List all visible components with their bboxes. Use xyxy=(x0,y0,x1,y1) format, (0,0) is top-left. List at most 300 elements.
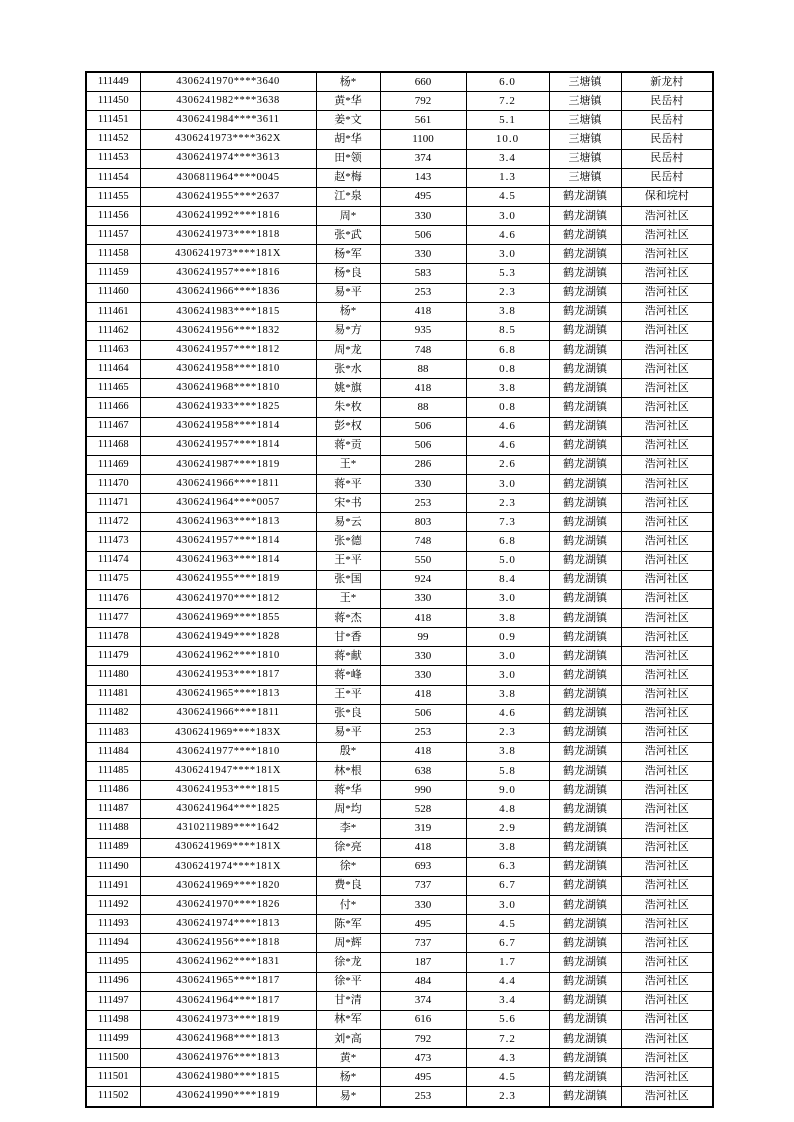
cell-town: 三塘镇 xyxy=(549,111,621,130)
cell-id-number: 4306241955****2637 xyxy=(140,187,316,206)
cell-serial: 111460 xyxy=(86,283,140,302)
cell-name: 周* xyxy=(316,206,380,225)
cell-area: 10.0 xyxy=(466,130,549,149)
cell-area: 0.8 xyxy=(466,360,549,379)
cell-village: 浩河社区 xyxy=(621,455,713,474)
cell-name: 王*平 xyxy=(316,551,380,570)
cell-amount: 418 xyxy=(380,685,466,704)
cell-town: 三塘镇 xyxy=(549,72,621,92)
cell-name: 徐*亮 xyxy=(316,838,380,857)
cell-village: 浩河社区 xyxy=(621,1030,713,1049)
cell-serial: 111463 xyxy=(86,340,140,359)
beneficiary-table xyxy=(85,71,714,1108)
cell-serial: 111501 xyxy=(86,1068,140,1087)
cell-area: 5.6 xyxy=(466,1010,549,1029)
table-row xyxy=(86,628,713,647)
cell-amount: 935 xyxy=(380,321,466,340)
cell-town: 鹤龙湖镇 xyxy=(549,264,621,283)
cell-village: 浩河社区 xyxy=(621,762,713,781)
cell-id-number: 4306241962****1810 xyxy=(140,647,316,666)
cell-amount: 99 xyxy=(380,628,466,647)
cell-village: 浩河社区 xyxy=(621,608,713,627)
table-row xyxy=(86,149,713,168)
cell-town: 鹤龙湖镇 xyxy=(549,417,621,436)
cell-serial: 111476 xyxy=(86,589,140,608)
cell-id-number: 4306241962****1831 xyxy=(140,953,316,972)
cell-amount: 550 xyxy=(380,551,466,570)
table-row xyxy=(86,876,713,895)
cell-id-number: 4306241973****1819 xyxy=(140,1010,316,1029)
cell-area: 4.6 xyxy=(466,417,549,436)
cell-village: 浩河社区 xyxy=(621,896,713,915)
cell-serial: 111482 xyxy=(86,704,140,723)
cell-area: 3.8 xyxy=(466,685,549,704)
cell-village: 浩河社区 xyxy=(621,570,713,589)
cell-name: 蒋*杰 xyxy=(316,608,380,627)
cell-town: 鹤龙湖镇 xyxy=(549,647,621,666)
cell-area: 7.2 xyxy=(466,1030,549,1049)
table-row xyxy=(86,551,713,570)
cell-serial: 111477 xyxy=(86,608,140,627)
cell-area: 4.3 xyxy=(466,1049,549,1068)
cell-id-number: 4306241965****1813 xyxy=(140,685,316,704)
cell-amount: 418 xyxy=(380,742,466,761)
cell-town: 鹤龙湖镇 xyxy=(549,226,621,245)
table-row xyxy=(86,589,713,608)
cell-town: 鹤龙湖镇 xyxy=(549,781,621,800)
cell-area: 4.5 xyxy=(466,915,549,934)
table-row xyxy=(86,494,713,513)
table-row xyxy=(86,340,713,359)
cell-amount: 253 xyxy=(380,1087,466,1107)
cell-serial: 111454 xyxy=(86,168,140,187)
cell-amount: 88 xyxy=(380,398,466,417)
cell-name: 赵*梅 xyxy=(316,168,380,187)
table-row xyxy=(86,455,713,474)
table-body xyxy=(86,72,713,1107)
cell-serial: 111499 xyxy=(86,1030,140,1049)
cell-name: 田*领 xyxy=(316,149,380,168)
cell-area: 2.6 xyxy=(466,455,549,474)
cell-serial: 111496 xyxy=(86,972,140,991)
cell-village: 浩河社区 xyxy=(621,857,713,876)
cell-name: 易*方 xyxy=(316,321,380,340)
cell-name: 杨* xyxy=(316,1068,380,1087)
table-row xyxy=(86,742,713,761)
cell-village: 浩河社区 xyxy=(621,819,713,838)
cell-village: 浩河社区 xyxy=(621,474,713,493)
cell-amount: 330 xyxy=(380,474,466,493)
cell-village: 浩河社区 xyxy=(621,264,713,283)
cell-amount: 319 xyxy=(380,819,466,838)
cell-village: 浩河社区 xyxy=(621,972,713,991)
cell-area: 4.8 xyxy=(466,800,549,819)
table-row xyxy=(86,168,713,187)
cell-village: 民岳村 xyxy=(621,168,713,187)
cell-serial: 111485 xyxy=(86,762,140,781)
table-row xyxy=(86,398,713,417)
cell-serial: 111452 xyxy=(86,130,140,149)
cell-id-number: 4306241990****1819 xyxy=(140,1087,316,1107)
cell-amount: 143 xyxy=(380,168,466,187)
cell-serial: 111451 xyxy=(86,111,140,130)
table-row xyxy=(86,570,713,589)
cell-amount: 495 xyxy=(380,1068,466,1087)
cell-amount: 792 xyxy=(380,92,466,111)
table-row xyxy=(86,417,713,436)
cell-id-number: 4306241933****1825 xyxy=(140,398,316,417)
cell-area: 3.8 xyxy=(466,608,549,627)
cell-serial: 111468 xyxy=(86,436,140,455)
cell-name: 蒋*华 xyxy=(316,781,380,800)
cell-name: 王*平 xyxy=(316,685,380,704)
cell-town: 鹤龙湖镇 xyxy=(549,206,621,225)
cell-id-number: 4306241977****1810 xyxy=(140,742,316,761)
cell-area: 1.7 xyxy=(466,953,549,972)
cell-name: 张*武 xyxy=(316,226,380,245)
cell-name: 黄* xyxy=(316,1049,380,1068)
cell-town: 鹤龙湖镇 xyxy=(549,398,621,417)
cell-amount: 737 xyxy=(380,934,466,953)
cell-area: 3.4 xyxy=(466,991,549,1010)
cell-name: 王* xyxy=(316,455,380,474)
cell-area: 3.8 xyxy=(466,302,549,321)
cell-amount: 495 xyxy=(380,915,466,934)
cell-amount: 660 xyxy=(380,72,466,92)
cell-town: 鹤龙湖镇 xyxy=(549,1030,621,1049)
cell-village: 浩河社区 xyxy=(621,781,713,800)
cell-amount: 506 xyxy=(380,417,466,436)
table-row xyxy=(86,72,713,92)
cell-serial: 111459 xyxy=(86,264,140,283)
cell-amount: 330 xyxy=(380,206,466,225)
cell-town: 鹤龙湖镇 xyxy=(549,685,621,704)
cell-id-number: 4306241966****1811 xyxy=(140,704,316,723)
cell-amount: 924 xyxy=(380,570,466,589)
cell-village: 浩河社区 xyxy=(621,838,713,857)
cell-amount: 330 xyxy=(380,647,466,666)
table-row xyxy=(86,704,713,723)
table-row xyxy=(86,972,713,991)
cell-village: 浩河社区 xyxy=(621,742,713,761)
cell-town: 鹤龙湖镇 xyxy=(549,513,621,532)
cell-village: 浩河社区 xyxy=(621,589,713,608)
cell-amount: 990 xyxy=(380,781,466,800)
cell-amount: 330 xyxy=(380,666,466,685)
cell-name: 易* xyxy=(316,1087,380,1107)
cell-town: 鹤龙湖镇 xyxy=(549,628,621,647)
cell-id-number: 4306241965****1817 xyxy=(140,972,316,991)
cell-area: 0.8 xyxy=(466,398,549,417)
cell-id-number: 4306241984****3611 xyxy=(140,111,316,130)
table-row xyxy=(86,379,713,398)
cell-id-number: 4306241973****362X xyxy=(140,130,316,149)
cell-name: 周*均 xyxy=(316,800,380,819)
cell-village: 浩河社区 xyxy=(621,1068,713,1087)
table-row xyxy=(86,1068,713,1087)
cell-name: 甘*清 xyxy=(316,991,380,1010)
cell-id-number: 4306241992****1816 xyxy=(140,206,316,225)
cell-name: 林*军 xyxy=(316,1010,380,1029)
cell-village: 浩河社区 xyxy=(621,876,713,895)
cell-town: 鹤龙湖镇 xyxy=(549,532,621,551)
table-row xyxy=(86,608,713,627)
cell-amount: 638 xyxy=(380,762,466,781)
cell-amount: 88 xyxy=(380,360,466,379)
cell-village: 浩河社区 xyxy=(621,934,713,953)
cell-area: 3.4 xyxy=(466,149,549,168)
cell-name: 杨*军 xyxy=(316,245,380,264)
cell-area: 6.0 xyxy=(466,72,549,92)
cell-town: 鹤龙湖镇 xyxy=(549,1068,621,1087)
cell-id-number: 4306241974****3613 xyxy=(140,149,316,168)
cell-town: 鹤龙湖镇 xyxy=(549,1010,621,1029)
cell-village: 浩河社区 xyxy=(621,302,713,321)
cell-id-number: 4306241970****3640 xyxy=(140,72,316,92)
cell-area: 3.0 xyxy=(466,589,549,608)
cell-name: 徐*平 xyxy=(316,972,380,991)
cell-name: 刘*高 xyxy=(316,1030,380,1049)
cell-town: 鹤龙湖镇 xyxy=(549,762,621,781)
cell-area: 4.5 xyxy=(466,187,549,206)
table-row xyxy=(86,1010,713,1029)
cell-serial: 111483 xyxy=(86,723,140,742)
cell-area: 5.0 xyxy=(466,551,549,570)
cell-id-number: 4306241973****181X xyxy=(140,245,316,264)
table-row xyxy=(86,532,713,551)
cell-serial: 111490 xyxy=(86,857,140,876)
cell-town: 鹤龙湖镇 xyxy=(549,838,621,857)
cell-area: 9.0 xyxy=(466,781,549,800)
cell-serial: 111471 xyxy=(86,494,140,513)
cell-area: 1.3 xyxy=(466,168,549,187)
cell-serial: 111493 xyxy=(86,915,140,934)
cell-amount: 187 xyxy=(380,953,466,972)
cell-village: 浩河社区 xyxy=(621,704,713,723)
cell-town: 三塘镇 xyxy=(549,149,621,168)
table-row xyxy=(86,130,713,149)
cell-id-number: 4306241968****1813 xyxy=(140,1030,316,1049)
cell-serial: 111479 xyxy=(86,647,140,666)
cell-serial: 111474 xyxy=(86,551,140,570)
cell-name: 杨* xyxy=(316,72,380,92)
cell-town: 鹤龙湖镇 xyxy=(549,666,621,685)
cell-serial: 111472 xyxy=(86,513,140,532)
cell-amount: 561 xyxy=(380,111,466,130)
cell-id-number: 4306241964****1817 xyxy=(140,991,316,1010)
cell-area: 6.7 xyxy=(466,934,549,953)
cell-id-number: 4306241980****1815 xyxy=(140,1068,316,1087)
cell-serial: 111449 xyxy=(86,72,140,92)
cell-serial: 111462 xyxy=(86,321,140,340)
cell-id-number: 4306241987****1819 xyxy=(140,455,316,474)
cell-name: 彭*权 xyxy=(316,417,380,436)
cell-village: 浩河社区 xyxy=(621,206,713,225)
cell-name: 张*水 xyxy=(316,360,380,379)
table-row xyxy=(86,991,713,1010)
cell-area: 2.3 xyxy=(466,283,549,302)
cell-area: 6.8 xyxy=(466,340,549,359)
cell-id-number: 4306241976****1813 xyxy=(140,1049,316,1068)
cell-name: 付* xyxy=(316,896,380,915)
cell-name: 蒋*贡 xyxy=(316,436,380,455)
cell-area: 2.9 xyxy=(466,819,549,838)
table-row xyxy=(86,1049,713,1068)
cell-name: 李* xyxy=(316,819,380,838)
cell-amount: 253 xyxy=(380,494,466,513)
table-row xyxy=(86,245,713,264)
cell-town: 鹤龙湖镇 xyxy=(549,283,621,302)
cell-serial: 111489 xyxy=(86,838,140,857)
cell-town: 鹤龙湖镇 xyxy=(549,704,621,723)
cell-id-number: 4306241964****0057 xyxy=(140,494,316,513)
cell-town: 鹤龙湖镇 xyxy=(549,723,621,742)
cell-amount: 418 xyxy=(380,379,466,398)
cell-village: 浩河社区 xyxy=(621,283,713,302)
cell-area: 5.1 xyxy=(466,111,549,130)
table-row xyxy=(86,781,713,800)
cell-village: 浩河社区 xyxy=(621,723,713,742)
cell-serial: 111467 xyxy=(86,417,140,436)
cell-name: 江*泉 xyxy=(316,187,380,206)
cell-serial: 111492 xyxy=(86,896,140,915)
cell-town: 鹤龙湖镇 xyxy=(549,1087,621,1107)
table-row xyxy=(86,915,713,934)
cell-village: 民岳村 xyxy=(621,149,713,168)
cell-name: 黄*华 xyxy=(316,92,380,111)
cell-id-number: 4306241949****1828 xyxy=(140,628,316,647)
table-row xyxy=(86,1087,713,1107)
cell-id-number: 4306241983****1815 xyxy=(140,302,316,321)
cell-id-number: 4306811964****0045 xyxy=(140,168,316,187)
table-row xyxy=(86,206,713,225)
cell-area: 6.8 xyxy=(466,532,549,551)
table-row xyxy=(86,819,713,838)
cell-amount: 374 xyxy=(380,991,466,1010)
cell-village: 浩河社区 xyxy=(621,513,713,532)
cell-amount: 418 xyxy=(380,302,466,321)
table-row xyxy=(86,800,713,819)
table-row xyxy=(86,762,713,781)
cell-village: 浩河社区 xyxy=(621,245,713,264)
cell-id-number: 4306241955****1819 xyxy=(140,570,316,589)
cell-amount: 484 xyxy=(380,972,466,991)
cell-village: 浩河社区 xyxy=(621,379,713,398)
cell-serial: 111473 xyxy=(86,532,140,551)
cell-id-number: 4306241974****1813 xyxy=(140,915,316,934)
cell-area: 3.8 xyxy=(466,838,549,857)
cell-serial: 111486 xyxy=(86,781,140,800)
table-row xyxy=(86,226,713,245)
cell-town: 三塘镇 xyxy=(549,168,621,187)
cell-area: 6.7 xyxy=(466,876,549,895)
table-row xyxy=(86,111,713,130)
cell-town: 鹤龙湖镇 xyxy=(549,800,621,819)
cell-town: 鹤龙湖镇 xyxy=(549,934,621,953)
cell-amount: 253 xyxy=(380,283,466,302)
cell-town: 鹤龙湖镇 xyxy=(549,379,621,398)
cell-area: 0.9 xyxy=(466,628,549,647)
cell-village: 浩河社区 xyxy=(621,1049,713,1068)
cell-name: 易*云 xyxy=(316,513,380,532)
table-row xyxy=(86,474,713,493)
cell-amount: 693 xyxy=(380,857,466,876)
table-row xyxy=(86,934,713,953)
cell-town: 鹤龙湖镇 xyxy=(549,551,621,570)
cell-name: 张*德 xyxy=(316,532,380,551)
cell-area: 4.4 xyxy=(466,972,549,991)
cell-serial: 111481 xyxy=(86,685,140,704)
cell-serial: 111469 xyxy=(86,455,140,474)
cell-amount: 616 xyxy=(380,1010,466,1029)
cell-amount: 473 xyxy=(380,1049,466,1068)
cell-id-number: 4306241969****1855 xyxy=(140,608,316,627)
cell-serial: 111498 xyxy=(86,1010,140,1029)
cell-village: 浩河社区 xyxy=(621,417,713,436)
table-row xyxy=(86,685,713,704)
cell-amount: 583 xyxy=(380,264,466,283)
cell-serial: 111497 xyxy=(86,991,140,1010)
cell-name: 杨* xyxy=(316,302,380,321)
cell-name: 蒋*平 xyxy=(316,474,380,493)
cell-area: 4.5 xyxy=(466,1068,549,1087)
table-row xyxy=(86,513,713,532)
cell-name: 殷* xyxy=(316,742,380,761)
cell-village: 浩河社区 xyxy=(621,647,713,666)
table-row xyxy=(86,1030,713,1049)
cell-id-number: 4306241969****1820 xyxy=(140,876,316,895)
cell-town: 鹤龙湖镇 xyxy=(549,1049,621,1068)
cell-serial: 111465 xyxy=(86,379,140,398)
cell-serial: 111453 xyxy=(86,149,140,168)
cell-area: 3.0 xyxy=(466,206,549,225)
cell-village: 浩河社区 xyxy=(621,991,713,1010)
cell-name: 蒋*峰 xyxy=(316,666,380,685)
cell-name: 甘*香 xyxy=(316,628,380,647)
cell-serial: 111475 xyxy=(86,570,140,589)
cell-id-number: 4306241953****1815 xyxy=(140,781,316,800)
cell-id-number: 4306241957****1814 xyxy=(140,532,316,551)
cell-serial: 111488 xyxy=(86,819,140,838)
cell-id-number: 4306241973****1818 xyxy=(140,226,316,245)
cell-town: 鹤龙湖镇 xyxy=(549,991,621,1010)
cell-name: 费*良 xyxy=(316,876,380,895)
cell-town: 鹤龙湖镇 xyxy=(549,857,621,876)
cell-village: 浩河社区 xyxy=(621,800,713,819)
cell-village: 浩河社区 xyxy=(621,360,713,379)
cell-amount: 418 xyxy=(380,608,466,627)
cell-serial: 111466 xyxy=(86,398,140,417)
cell-serial: 111487 xyxy=(86,800,140,819)
cell-village: 浩河社区 xyxy=(621,340,713,359)
cell-town: 鹤龙湖镇 xyxy=(549,474,621,493)
cell-town: 鹤龙湖镇 xyxy=(549,321,621,340)
cell-village: 浩河社区 xyxy=(621,685,713,704)
cell-town: 鹤龙湖镇 xyxy=(549,494,621,513)
cell-area: 6.3 xyxy=(466,857,549,876)
cell-area: 3.8 xyxy=(466,742,549,761)
cell-amount: 792 xyxy=(380,1030,466,1049)
cell-village: 浩河社区 xyxy=(621,915,713,934)
cell-amount: 330 xyxy=(380,896,466,915)
cell-area: 3.0 xyxy=(466,474,549,493)
cell-amount: 506 xyxy=(380,704,466,723)
table-row xyxy=(86,953,713,972)
cell-serial: 111494 xyxy=(86,934,140,953)
cell-area: 2.3 xyxy=(466,494,549,513)
cell-village: 浩河社区 xyxy=(621,551,713,570)
cell-town: 鹤龙湖镇 xyxy=(549,608,621,627)
